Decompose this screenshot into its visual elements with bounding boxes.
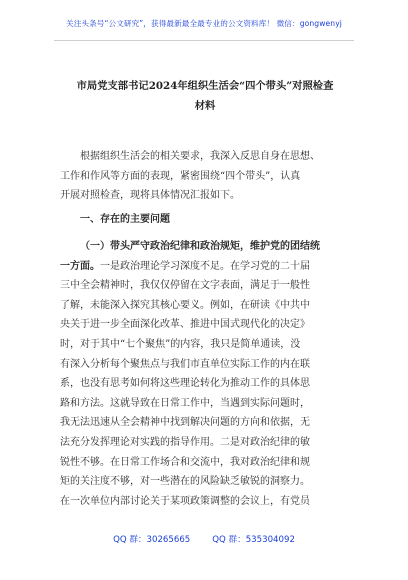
intro-line: 开展对照检查，现将具体情况汇报如下。 [60, 190, 240, 202]
document-title [55, 76, 355, 116]
intro-line: 工作和作风等方面的表现，紧密围绕“四个带头”，认真 [60, 170, 301, 182]
header-banner: 关注头条号“公文研究”，获得最新最全最专业的公文资料库！ 微信：gongwenyj [66, 19, 342, 28]
paragraph-line: 路和方法。这就导致在日常工作中，当遇到实际问题时， [60, 397, 310, 409]
title-line-1: 市局党支部书记2024年组织生活会“四个带头”对照检查 [76, 80, 334, 92]
paragraph-line: 有深入分析每个聚焦点与我们市直单位实际工作的内在联 [60, 358, 310, 370]
footer-qq-group-1: QQ 群：30265665 [113, 535, 191, 545]
intro-line: 根据组织生活会的相关要求，我深入反思自身在思想、 [80, 151, 320, 162]
paragraph-line: 时，对于其中“七个聚焦”的内容，我只是简单通读，没 [60, 338, 301, 350]
first-paragraph-line [60, 257, 350, 277]
footer-qq-group-2: QQ 群：535304092 [212, 535, 295, 545]
section-block [60, 210, 350, 230]
sub-heading-line-1: （一）带头严守政治纪律和政治规矩，维护党的团结统 [80, 241, 320, 252]
title-line-2: 材料 [194, 100, 216, 112]
paragraph-line: 法充分发挥理论对实践的指导作用。二是对政治纪律的敏 [60, 436, 310, 448]
paragraph-line: 央关于进一步全面深化改革、推进中国式现代化的决定》 [60, 319, 310, 331]
paragraph-line: 锐性不够。在日常工作场合和交流中，我对政治纪律和规 [60, 456, 310, 468]
intro-paragraph [60, 147, 350, 206]
sub-heading-line-2: 一方面。 [60, 260, 100, 272]
paragraph-line: 了解，未能深入探究其核心要义。例如，在研读《中共中 [60, 299, 310, 311]
paragraph-text: 一是政治理论学习深度不足。在学习党的二十届 [100, 260, 310, 272]
section-heading: 一、存在的主要问题 [80, 214, 170, 225]
paragraph-line: 三中全会精神时，我仅仅停留在文字表面，满足于一般性 [60, 280, 310, 292]
paragraph-line: 我无法迅速从全会精神中找到解决问题的方向和依据，无 [60, 417, 310, 429]
section-body [60, 237, 350, 511]
header-divider [54, 40, 354, 41]
paragraph-line: 在一次单位内部讨论关于某项政策调整的会议上，有党员 [60, 495, 310, 507]
paragraph-line: 系，也没有思考如何将这些理论转化为推动工作的具体思 [60, 378, 310, 390]
footer-contacts [0, 533, 408, 545]
paragraph-line: 矩的关注度不够，对一些潜在的风险缺乏敏锐的洞察力。 [60, 476, 310, 488]
